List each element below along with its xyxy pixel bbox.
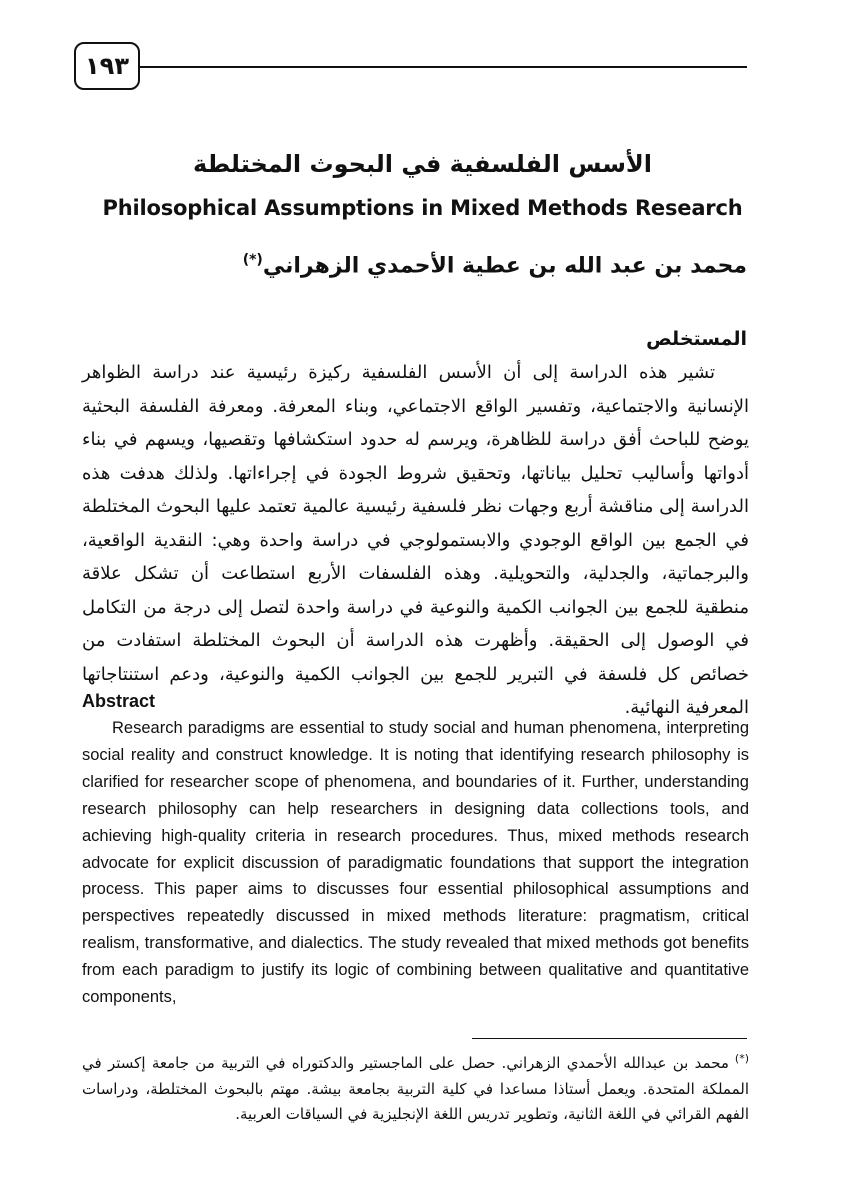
author-footnote-mark: (*) [242,252,263,268]
author-line [243,252,747,278]
footnote-separator [472,1038,747,1039]
article-title-english: Philosophical Assumptions in Mixed Methods Research [102,196,743,220]
author-footnote [82,1046,749,1128]
article-title-arabic: الأسس الفلسفية في البحوث المختلطة [192,150,653,178]
author-name: محمد بن عبد الله بن عطية الأحمدي الزهراني [262,253,747,279]
arabic-abstract-text: تشير هذه الدراسة إلى أن الأسس الفلسفية ركيزة رئيسية عند دراسة الظواهر الإنسانية والاجتماعية، وتفسير الواقع الاجتماعي، وبناء المعرفة. ومعرفة الفلسفة البحثية يوضح للباحث أفق دراسة للظاهرة، ويرسم له حدود استكشافها وتقصيها، ويسهم في بناء أدواتها وأساليب تحليل بياناتها، وتحقيق شروط الجودة في إجراءاتها. ولذلك هدفت هذه الدراسة إلى مناقشة أربع وجهات نظر فلسفية رئيسية عالمية تعتمد عليها البحوث المختلطة في الجمع بين الواقع الوجودي والابستمولوجي في دراسة واحدة وهي: النقدية الواقعية، والبرجماتية، والجدلية، والتحويلية. وهذه الفلسفات الأربع استطاعت أن تشكل علاقة منطقية للجمع بين الجوانب الكمية والنوعية في دراسة واحدة لتصل إلى درجة من التكامل في الوصول إلى الحقيقة. وأظهرت هذه الدراسة أن البحوث المختلطة استفادت من خصائص كل فلسفة في التبرير للجمع بين الجوانب الكمية والنوعية، ودعم استنتاجاتها المعرفية النهائية. [82,362,749,718]
footnote-text: محمد بن عبدالله الأحمدي الزهراني. حصل على الماجستير والدكتوراه في التربية من جامعة إكستر في المملكة المتحدة. ويعمل أستاذا مساعدا في كلية التربية بجامعة بيشة. مهتم بالبحوث المختلطة، ودراسات الفهم القرائي في اللغة الثانية، وتطوير تدريس اللغة الإنجليزية في السياقات العربية. [82,1054,749,1123]
header-rule [136,66,747,68]
english-abstract-text: Research paradigms are essential to study social and human phenomena, interpreting social reality and construct knowledge. It is noting that identifying research philosophy is clarified for researcher scope of phenomena, and boundaries of it. Further, understanding research philosophy can help researchers in designing data collections tools, and achieving high-quality criteria in research procedures. Thus, mixed methods research advocate for explicit discussion of paradigmatic foundations that support the integration process. This paper aims to discusses four essential philosophical assumptions and perspectives repeatedly discussed in mixed methods literature: pragmatism, critical realism, transformative, and dialectics. The study revealed that mixed methods got benefits from each paradigm to justify its logic of combining between qualitative and quantitative components, [82,719,749,1007]
footnote-mark: (*) [734,1052,749,1065]
page-number-text: ١٩٣ [85,52,129,80]
arabic-abstract-heading: المستخلص [646,328,747,350]
english-abstract-heading: Abstract [82,691,156,711]
page-number [74,42,140,90]
